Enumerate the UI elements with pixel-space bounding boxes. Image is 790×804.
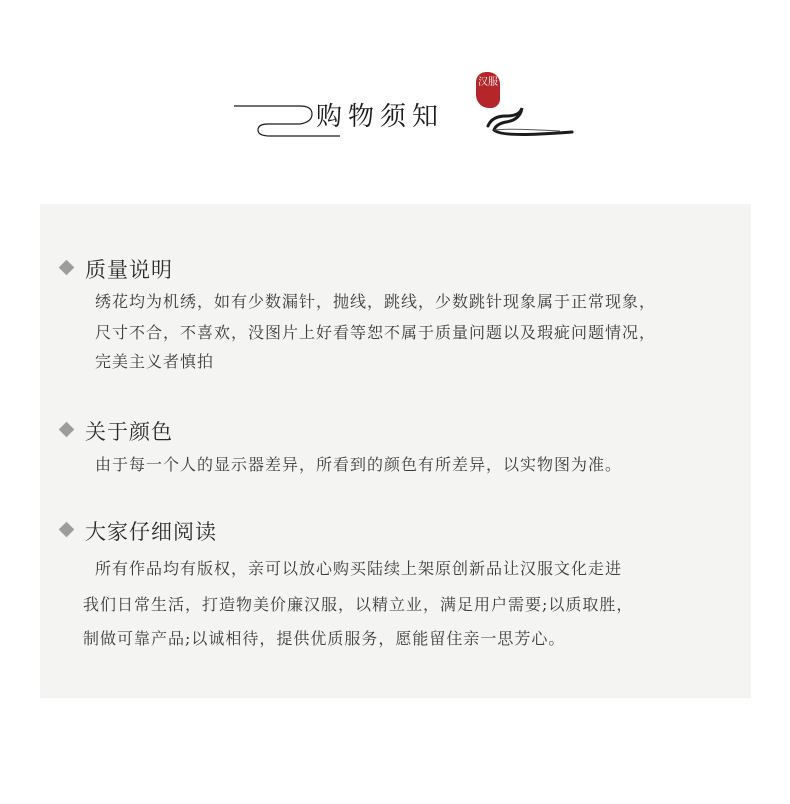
read-line-3: 制做可靠产品;以诚相待，提供优质服务，愿能留住亲一思芳心。 (83, 629, 566, 648)
seal-stamp (476, 72, 500, 108)
header (0, 0, 790, 180)
diamond-bullet-icon (59, 422, 75, 438)
color-line-1: 由于每一个人的显示器差异，所看到的颜色有所差异，以实物图为准。 (95, 455, 623, 474)
read-line-1: 所有作品均有版权，亲可以放心购买陆续上架原创新品让汉服文化走进 (95, 559, 623, 578)
read-line-2: 我们日常生活，打造物美价廉汉服，以精立业，满足用户需要;以质取胜， (83, 595, 634, 614)
notice-panel (40, 204, 751, 698)
section-title-quality: 质量说明 (85, 258, 173, 282)
section-title-color: 关于颜色 (85, 420, 173, 444)
page-title: 购物须知 (316, 102, 445, 132)
diamond-bullet-icon (59, 522, 75, 538)
quality-line-1: 绣花均为机绣，如有少数漏针，抛线，跳线，少数跳针现象属于正常现象， (95, 292, 657, 311)
diamond-bullet-icon (59, 260, 75, 276)
section-title-read-carefully: 大家仔细阅读 (85, 520, 217, 544)
brush-stroke-decoration (0, 0, 790, 180)
seal-text: 汉服 (478, 77, 498, 88)
quality-line-3: 完美主义者慎拍 (95, 352, 215, 371)
quality-line-2: 尺寸不合，不喜欢，没图片上好看等恕不属于质量问题以及瑕疵问题情况， (95, 323, 657, 342)
